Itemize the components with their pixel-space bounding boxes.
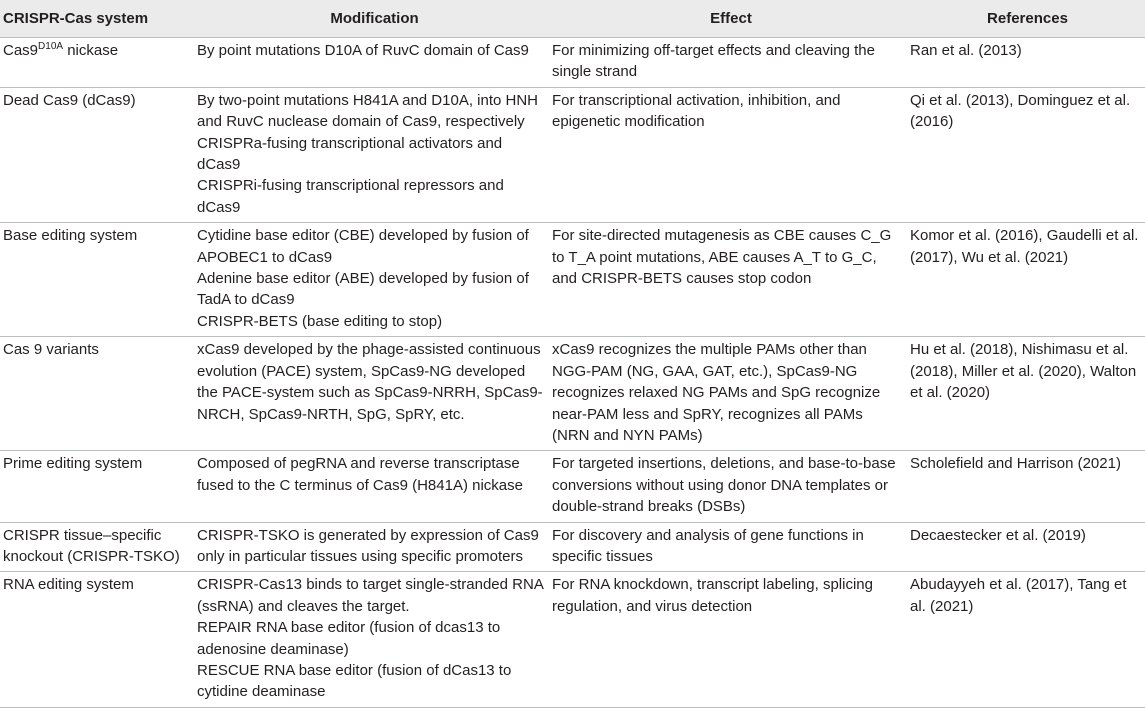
- modification-line: CRISPR-BETS (base editing to stop): [197, 312, 443, 330]
- modification-line: Adenine base editor (ABE) developed by fusion of TadA to dCas9: [197, 270, 529, 309]
- cell-references: Abudayyeh et al. (2017), Tang et al. (2021): [910, 572, 1145, 707]
- table-row: [0, 451, 1145, 522]
- table-row: [0, 87, 1145, 222]
- cell-system: RNA editing system: [0, 572, 197, 707]
- system-suffix: nickase: [63, 42, 119, 59]
- cell-system: Cas 9 variants: [0, 337, 197, 451]
- cell-references: Ran et al. (2013): [910, 38, 1145, 88]
- modification-line: Composed of pegRNA and reverse transcriptase fused to the C terminus of Cas9 (H841A) nickase: [197, 455, 523, 494]
- header-modification: Modification: [197, 0, 552, 38]
- cell-effect: For transcriptional activation, inhibition, and epigenetic modification: [552, 87, 910, 222]
- cell-system: Base editing system: [0, 223, 197, 337]
- cell-modification: [197, 87, 552, 222]
- modification-line: By two-point mutations H841A and D10A, into HNH and RuvC nuclease domain of Cas9, respectively: [197, 91, 539, 131]
- system-name: Cas9: [3, 42, 39, 59]
- cell-references: Decaestecker et al. (2019): [910, 522, 1145, 572]
- table-row: [0, 572, 1145, 707]
- cell-references: Scholefield and Harrison (2021): [910, 451, 1145, 522]
- modification-line: RESCUE RNA base editor (fusion of dCas13 to cytidine deaminase: [197, 661, 512, 701]
- cell-references: Hu et al. (2018), Nishimasu et al. (2018), Miller et al. (2020), Walton et al. (2020): [910, 337, 1145, 451]
- cell-effect: For site-directed mutagenesis as CBE causes C_G to T_A point mutations, ABE causes A_T to G_C, and CRISPR-BETS causes stop codon: [552, 223, 910, 337]
- cell-effect: For RNA knockdown, transcript labeling, splicing regulation, and virus detection: [552, 572, 910, 707]
- cell-system: Dead Cas9 (dCas9): [0, 87, 197, 222]
- header-row: [0, 0, 1145, 38]
- modification-line: CRISPRa-fusing transcriptional activators and dCas9: [197, 134, 503, 174]
- cell-system: Prime editing system: [0, 451, 197, 522]
- cell-modification: [197, 572, 552, 707]
- modification-line: CRISPRi-fusing transcriptional repressors and dCas9: [197, 177, 504, 216]
- cell-effect: For minimizing off-target effects and cleaving the single strand: [552, 38, 910, 88]
- cell-modification: [197, 337, 552, 451]
- cell-modification: [197, 522, 552, 572]
- modification-line: By point mutations D10A of RuvC domain of Cas9: [197, 42, 529, 59]
- cell-system: CRISPR tissue–specific knockout (CRISPR-TSKO): [0, 522, 197, 572]
- table-row: [0, 337, 1145, 451]
- modification-line: CRISPR-TSKO is generated by expression of Cas9 only in particular tissues using specific promoters: [197, 526, 539, 565]
- header-references: References: [910, 0, 1145, 38]
- cell-references: Komor et al. (2016), Gaudelli et al. (2017), Wu et al. (2021): [910, 223, 1145, 337]
- cell-effect: For discovery and analysis of gene functions in specific tissues: [552, 522, 910, 572]
- table-row: [0, 223, 1145, 337]
- cell-system: [0, 38, 197, 88]
- table-row: [0, 38, 1145, 88]
- header-effect: Effect: [552, 0, 910, 38]
- cell-modification: [197, 451, 552, 522]
- modification-line: CRISPR-Cas13 binds to target single-stranded RNA (ssRNA) and cleaves the target.: [197, 576, 543, 615]
- modification-line: Cytidine base editor (CBE) developed by fusion of APOBEC1 to dCas9: [197, 227, 529, 266]
- table-row: [0, 522, 1145, 572]
- cell-effect: xCas9 recognizes the multiple PAMs other than NGG-PAM (NG, GAA, GAT, etc.), SpCas9-NG recognizes relaxed NG PAMs and SpG recognize near-PAM less and SpRY, recognizes all PAMs (NRN and NYN PAMs): [552, 337, 910, 451]
- cell-effect: For targeted insertions, deletions, and base-to-base conversions without using donor DNA templates or double-strand breaks (DSBs): [552, 451, 910, 522]
- header-system: CRISPR-Cas system: [0, 0, 197, 38]
- cell-modification: [197, 38, 552, 88]
- system-superscript: D10A: [38, 41, 64, 52]
- cell-modification: [197, 223, 552, 337]
- modification-line: xCas9 developed by the phage-assisted continuous evolution (PACE) system, SpCas9-NG developed the PACE-system such as SpCas9-NRRH, SpCas9-NRCH, SpCas9-NRTH, SpG, SpRY, etc.: [197, 341, 543, 423]
- modification-line: REPAIR RNA base editor (fusion of dcas13 to adenosine deaminase): [197, 619, 501, 658]
- cell-references: Qi et al. (2013), Dominguez et al. (2016): [910, 87, 1145, 222]
